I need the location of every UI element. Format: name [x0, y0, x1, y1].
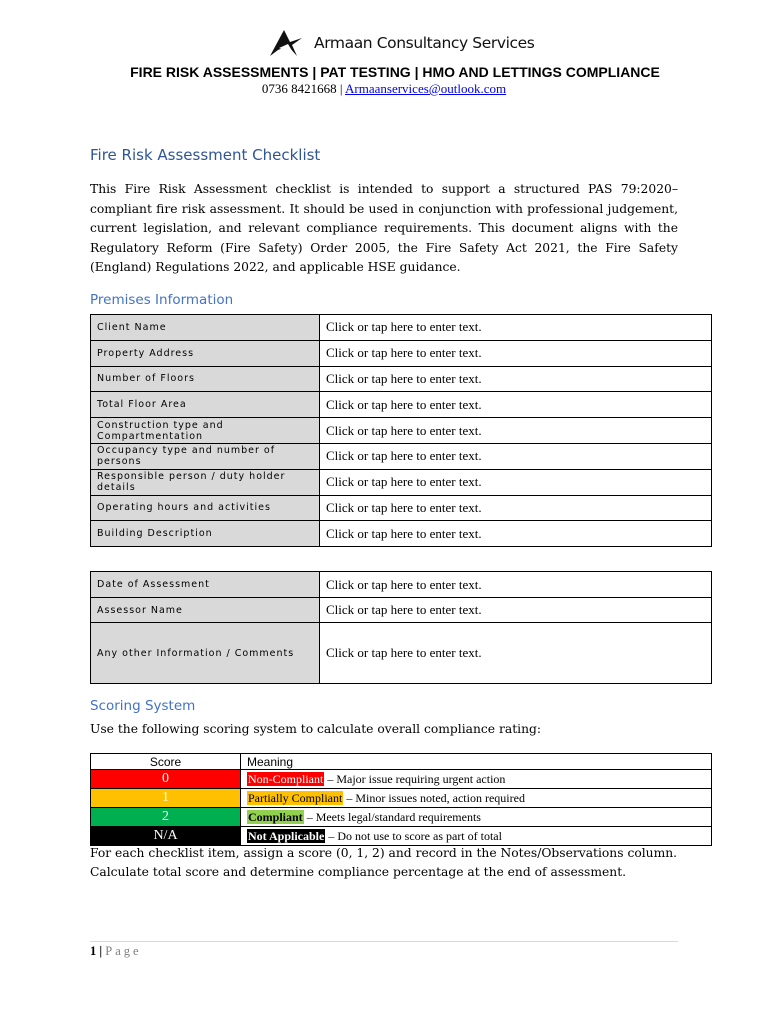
- score-description: – Major issue requiring urgent action: [324, 771, 506, 786]
- scoring-table: [90, 753, 712, 846]
- score-meaning: [241, 808, 712, 827]
- table-row: [91, 495, 712, 521]
- header-logo: [0, 26, 768, 60]
- phone-number: 0736 8421668: [261, 81, 337, 96]
- score-row: [91, 827, 712, 846]
- services-tagline: FIRE RISK ASSESSMENTS | PAT TESTING | HMO AND LETTINGS COMPLIANCE: [130, 64, 660, 80]
- score-meaning: [241, 789, 712, 808]
- intro-paragraph: This Fire Risk Assessment checklist is intended to support a structured PAS 79:2020–compliant fire risk assessment. It should be used in conjunction with professional judgement, current legislation, and relevant compliance requirements. This document aligns with the Regulatory Reform (Fire Safety) Order 2005, the Fire Safety Act 2021, the Fire Safety (England) Regulations 2022, and applicable HSE guidance.: [90, 182, 678, 274]
- field-label: Number of Floors: [91, 366, 320, 392]
- page-footer: [90, 944, 142, 959]
- table-row: [91, 521, 712, 547]
- field-input[interactable]: Click or tap here to enter text.: [320, 572, 712, 598]
- score-description: – Minor issues noted, action required: [343, 790, 525, 805]
- instruction-line: Calculate total score and determine compliance percentage at the end of assessment.: [90, 865, 627, 879]
- scoring-heading: Scoring System: [90, 698, 196, 714]
- score-term: Compliant: [248, 809, 303, 824]
- field-input[interactable]: Click or tap here to enter text.: [320, 392, 712, 418]
- contact-separator: |: [336, 81, 346, 96]
- scoring-header-row: [91, 754, 712, 770]
- contact-line: [0, 81, 768, 97]
- field-label: Construction type and Compartmentation: [91, 418, 320, 444]
- score-description: – Do not use to score as part of total: [325, 828, 502, 843]
- field-input[interactable]: Click or tap here to enter text.: [320, 495, 712, 521]
- table-row: [91, 340, 712, 366]
- page-label: Page: [105, 944, 142, 958]
- field-input[interactable]: Click or tap here to enter text.: [320, 469, 712, 495]
- score-meaning: [241, 827, 712, 846]
- field-input[interactable]: Click or tap here to enter text.: [320, 623, 712, 684]
- field-input[interactable]: Click or tap here to enter text.: [320, 340, 712, 366]
- table-row: [91, 623, 712, 684]
- score-row: [91, 789, 712, 808]
- footer-separator: |: [96, 944, 106, 958]
- table-row: [91, 366, 712, 392]
- assessment-table: [90, 571, 712, 684]
- table-row: [91, 392, 712, 418]
- score-description: – Meets legal/standard requirements: [303, 809, 481, 824]
- score-value: 0: [91, 770, 241, 789]
- score-meaning: [241, 770, 712, 789]
- table-row: [91, 418, 712, 444]
- score-term: Partially Compliant: [248, 790, 343, 805]
- page-number: 1: [90, 944, 97, 958]
- field-label: Operating hours and activities: [91, 495, 320, 521]
- field-label: Building Description: [91, 521, 320, 547]
- score-value: 1: [91, 789, 241, 808]
- field-label: Responsible person / duty holder details: [91, 469, 320, 495]
- instruction-line: For each checklist item, assign a score (0, 1, 2) and record in the Notes/Observations column.: [90, 846, 678, 860]
- score-term: Non-Compliant: [248, 771, 324, 786]
- score-value: N/A: [91, 827, 241, 846]
- field-input[interactable]: Click or tap here to enter text.: [320, 315, 712, 341]
- premises-heading: Premises Information: [90, 292, 234, 308]
- score-column-header: Score: [91, 754, 241, 770]
- field-label: Total Floor Area: [91, 392, 320, 418]
- field-input[interactable]: Click or tap here to enter text.: [320, 598, 712, 623]
- field-label: Date of Assessment: [91, 572, 320, 598]
- field-label: Assessor Name: [91, 598, 320, 623]
- arrow-triangle-logo-icon: [266, 28, 306, 58]
- field-label: Property Address: [91, 340, 320, 366]
- table-row: [91, 598, 712, 623]
- field-input[interactable]: Click or tap here to enter text.: [320, 366, 712, 392]
- footer-divider: [90, 941, 678, 942]
- field-label: Occupancy type and number of persons: [91, 443, 320, 469]
- score-row: [91, 770, 712, 789]
- table-row: [91, 315, 712, 341]
- field-label: Any other Information / Comments: [91, 623, 320, 684]
- premises-table: [90, 314, 712, 547]
- page-title: Fire Risk Assessment Checklist: [90, 146, 321, 164]
- table-row: [91, 572, 712, 598]
- scoring-intro: Use the following scoring system to calculate overall compliance rating:: [90, 722, 542, 736]
- table-row: [91, 443, 712, 469]
- field-input[interactable]: Click or tap here to enter text.: [320, 443, 712, 469]
- field-input[interactable]: Click or tap here to enter text.: [320, 521, 712, 547]
- score-row: [91, 808, 712, 827]
- score-value: 2: [91, 808, 241, 827]
- score-term: Not Applicable: [248, 828, 325, 843]
- company-name: Armaan Consultancy Services: [314, 34, 535, 52]
- email-link[interactable]: Armaanservices@outlook.com: [345, 81, 507, 96]
- scoring-instructions: [90, 844, 677, 882]
- table-row: [91, 469, 712, 495]
- field-label: Client Name: [91, 315, 320, 341]
- meaning-column-header: Meaning: [241, 754, 712, 770]
- field-input[interactable]: Click or tap here to enter text.: [320, 418, 712, 444]
